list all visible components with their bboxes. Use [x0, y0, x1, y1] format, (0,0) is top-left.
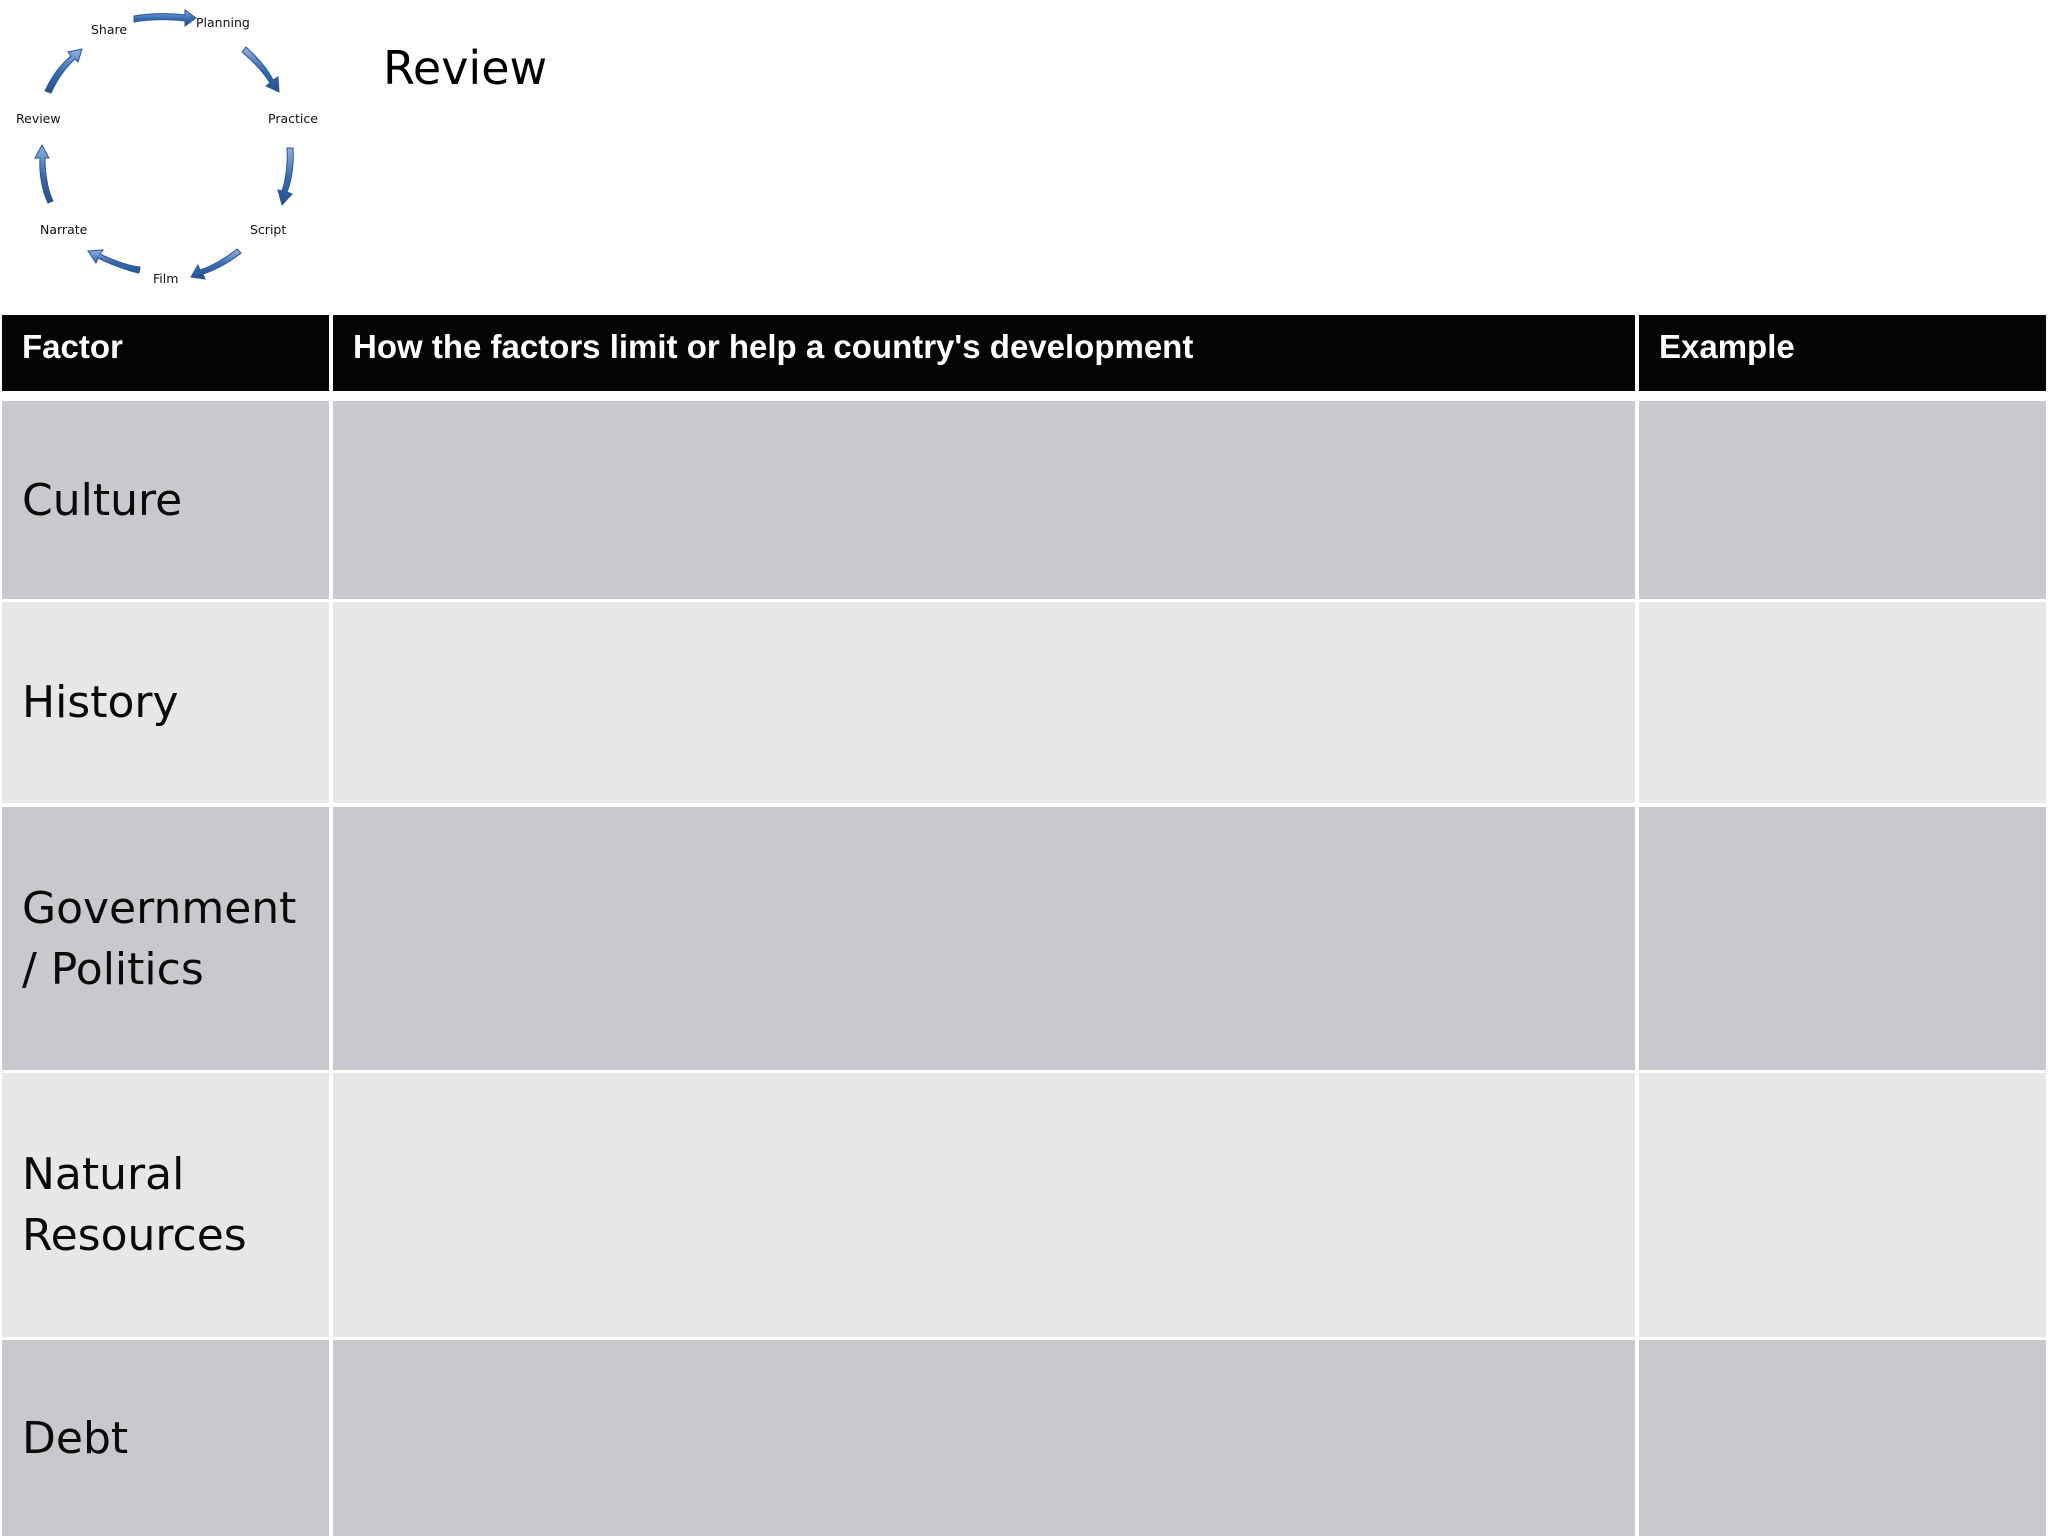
- how-cell-natural-resources[interactable]: [333, 1073, 1635, 1337]
- header-example: Example: [1639, 315, 2046, 391]
- arrow-icon: [45, 49, 82, 93]
- how-cell-debt[interactable]: [333, 1340, 1635, 1536]
- arrow-icon: [134, 10, 196, 26]
- factor-label: Debt: [22, 1412, 129, 1464]
- cycle-label-narrate: Narrate: [40, 222, 88, 237]
- cycle-label-review: Review: [16, 111, 61, 126]
- example-cell-debt[interactable]: [1639, 1340, 2046, 1536]
- factor-label: Government / Politics: [22, 882, 297, 995]
- factor-cell-government: [2, 807, 329, 1070]
- arrow-icon: [278, 148, 293, 205]
- cycle-arrows: [35, 10, 293, 279]
- arrow-icon: [88, 250, 140, 273]
- factor-cell-debt: [2, 1340, 329, 1536]
- factor-cell-history: [2, 602, 329, 803]
- header-how: How the factors limit or help a country's development: [333, 315, 1635, 391]
- arrow-icon: [242, 47, 279, 92]
- process-cycle-diagram: [0, 0, 330, 300]
- factor-cell-culture: [2, 401, 329, 599]
- header-factor: Factor: [2, 315, 329, 391]
- page-title: Review: [383, 41, 548, 95]
- factor-cell-natural-resources: [2, 1073, 329, 1337]
- example-cell-culture[interactable]: [1639, 401, 2046, 599]
- cycle-label-planning: Planning: [196, 15, 250, 30]
- example-cell-natural-resources[interactable]: [1639, 1073, 2046, 1337]
- factor-label: Culture: [22, 474, 183, 526]
- arrow-icon: [35, 145, 53, 203]
- cycle-label-practice: Practice: [268, 111, 318, 126]
- factor-label: Natural Resources: [22, 1149, 247, 1261]
- example-cell-history[interactable]: [1639, 602, 2046, 803]
- cycle-label-script: Script: [250, 222, 287, 237]
- factor-label: History: [22, 677, 179, 728]
- how-cell-culture[interactable]: [333, 401, 1635, 599]
- cycle-label-share: Share: [91, 22, 128, 37]
- how-cell-government[interactable]: [333, 807, 1635, 1070]
- example-cell-government[interactable]: [1639, 807, 2046, 1070]
- arrow-icon: [191, 249, 241, 279]
- cycle-label-film: Film: [153, 271, 179, 286]
- how-cell-history[interactable]: [333, 602, 1635, 803]
